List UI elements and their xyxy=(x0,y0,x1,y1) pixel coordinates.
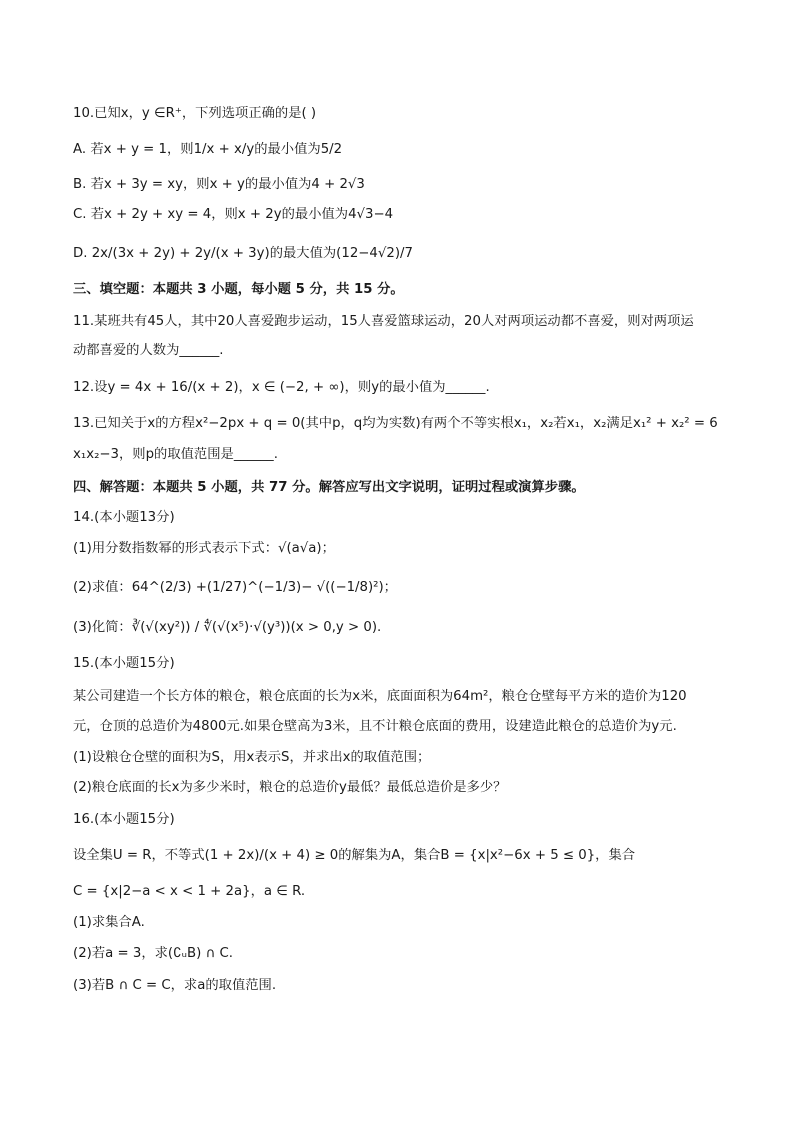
question-16-part-2: (2)若a = 3，求(∁ᵤB) ∩ C. xyxy=(73,946,233,961)
question-16: 16.(本小题15分) xyxy=(73,812,175,827)
question-14-part-3: (3)化简：∛(√(xy²)) / ∜(√(x⁵)·√(y³))(x > 0,y > 0). xyxy=(73,620,382,635)
question-15-part-2: (2)粮仓底面的长x为多少米时，粮仓的总造价y最低？最低总造价是多少？ xyxy=(73,780,507,795)
section-4-heading: 四、解答题：本题共 5 小题，共 77 分。解答应写出文字说明，证明过程或演算步骤。 xyxy=(73,480,585,495)
question-15-line-1: 某公司建造一个长方体的粮仓，粮仓底面的长为x米，底面面积为64m²，粮仓仓壁每平方米的造价为120 xyxy=(73,689,687,704)
question-14: 14.(本小题13分) xyxy=(73,510,175,525)
question-16-line-2: C = {x|2−a < x < 1 + 2a}，a ∈ R. xyxy=(73,884,306,899)
question-12: 12.设y = 4x + 16/(x + 2)，x ∈ (−2, + ∞)，则y的最小值为______. xyxy=(73,380,490,395)
question-16-part-3: (3)若B ∩ C = C，求a的取值范围. xyxy=(73,978,277,993)
question-15-part-1: (1)设粮仓仓壁的面积为S，用x表示S，并求出x的取值范围； xyxy=(73,750,431,765)
question-11-line-1: 11.某班共有45人，其中20人喜爱跑步运动，15人喜爱篮球运动，20人对两项运动都不喜爱，则对两项运 xyxy=(73,314,694,329)
question-10-option-b: B. 若x + 3y = xy，则x + y的最小值为4 + 2√3 xyxy=(73,177,365,192)
question-13-line-2: x₁x₂−3，则p的取值范围是______. xyxy=(73,447,278,462)
question-10: 10.已知x，y ∈R⁺，下列选项正确的是( ) xyxy=(73,106,317,121)
question-15: 15.(本小题15分) xyxy=(73,656,175,671)
question-10-option-a: A. 若x + y = 1，则1/x + x/y的最小值为5/2 xyxy=(73,142,343,157)
question-13-line-1: 13.已知关于x的方程x²−2px + q = 0(其中p，q均为实数)有两个不等实根x₁，x₂若x₁，x₂满足x₁² + x₂² = 6 xyxy=(73,416,718,431)
question-14-part-1: (1)用分数指数幂的形式表示下式：√(a√a)； xyxy=(73,541,335,556)
question-11-line-2: 动都喜爱的人数为______. xyxy=(73,343,224,358)
section-3-heading: 三、填空题：本题共 3 小题，每小题 5 分，共 15 分。 xyxy=(73,282,404,297)
question-16-line-1: 设全集U = R，不等式(1 + 2x)/(x + 4) ≥ 0的解集为A，集合B = {x|x²−6x + 5 ≤ 0}，集合 xyxy=(73,848,636,863)
question-10-option-c: C. 若x + 2y + xy = 4，则x + 2y的最小值为4√3−4 xyxy=(73,207,394,222)
question-16-part-1: (1)求集合A. xyxy=(73,915,145,930)
question-10-option-d: D. 2x/(3x + 2y) + 2y/(x + 3y)的最大值为(12−4√2)/7 xyxy=(73,246,413,261)
question-15-line-2: 元，仓顶的总造价为4800元.如果仓壁高为3米，且不计粮仓底面的费用，设建造此粮仓的总造价为y元. xyxy=(73,719,677,734)
question-14-part-2: (2)求值：64^(2/3) +(1/27)^(−1/3)− √((−1/8)²)； xyxy=(73,580,397,595)
